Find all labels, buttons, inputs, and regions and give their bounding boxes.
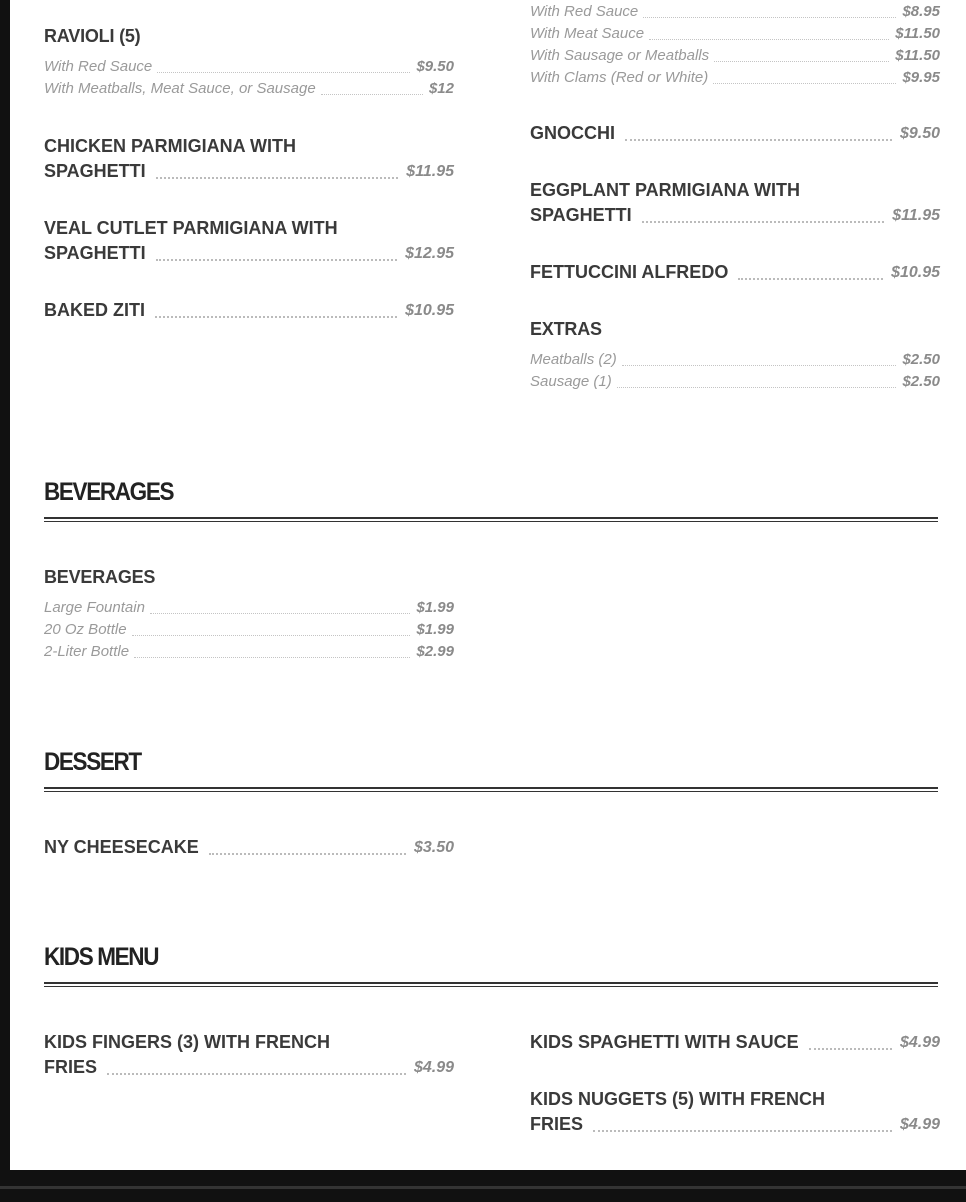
- option-name: With Meatballs, Meat Sauce, or Sausage: [44, 80, 316, 97]
- menu-item-kids-nuggets[interactable]: [530, 1087, 940, 1137]
- item-option[interactable]: [530, 23, 940, 45]
- section-divider: [44, 982, 938, 987]
- dot-leader: [157, 71, 410, 73]
- option-name: With Sausage or Meatballs: [530, 47, 710, 64]
- dot-leader: [156, 176, 399, 179]
- menu-item-kids-fingers[interactable]: [44, 1030, 454, 1080]
- item-title: KIDS NUGGETS (5) WITH FRENCH: [530, 1089, 825, 1109]
- item-option[interactable]: [44, 56, 454, 78]
- item-title: EGGPLANT PARMIGIANA WITH: [530, 180, 800, 200]
- dot-leader: [642, 220, 885, 223]
- dot-leader: [649, 38, 889, 40]
- menu-item-baked-ziti[interactable]: [44, 298, 454, 323]
- option-name: With Meat Sauce: [530, 25, 645, 42]
- dot-leader: [625, 138, 892, 141]
- option-name: Sausage (1): [530, 373, 612, 390]
- option-name: Meatballs (2): [530, 351, 617, 368]
- item-title: KIDS SPAGHETTI WITH SAUCE: [530, 1032, 799, 1052]
- item-option[interactable]: [44, 78, 454, 100]
- menu-item-ravioli[interactable]: [44, 26, 454, 100]
- item-price: $10.95: [405, 302, 454, 319]
- dot-leader: [713, 82, 896, 84]
- item-price: $4.99: [899, 1034, 940, 1051]
- menu-item-ny-cheesecake[interactable]: [44, 835, 454, 860]
- item-option[interactable]: [530, 45, 940, 67]
- menu-item-veal-parmigiana[interactable]: [44, 216, 454, 266]
- item-price: $9.50: [899, 125, 940, 142]
- menu-item-options-continued[interactable]: [530, 1, 940, 89]
- section-divider: [44, 517, 938, 522]
- item-price: $4.99: [413, 1059, 454, 1076]
- item-title: FETTUCCINI ALFREDO: [530, 262, 729, 282]
- option-price: $1.99: [416, 599, 454, 616]
- menu-item-eggplant-parmigiana[interactable]: [530, 178, 940, 228]
- dot-leader: [617, 386, 897, 388]
- dot-leader: [107, 1072, 406, 1075]
- option-price: $12: [428, 80, 454, 97]
- menu-item-beverages[interactable]: [44, 567, 454, 663]
- item-option[interactable]: [530, 67, 940, 89]
- option-name: 20 Oz Bottle: [44, 621, 127, 638]
- item-option[interactable]: [530, 1, 940, 23]
- item-price: $3.50: [413, 839, 454, 856]
- option-name: With Red Sauce: [44, 58, 153, 75]
- bottom-border: [0, 1170, 966, 1202]
- section-divider: [44, 787, 938, 792]
- dot-leader: [622, 364, 897, 366]
- dot-leader: [209, 852, 406, 855]
- item-title: CHICKEN PARMIGIANA WITH: [44, 136, 296, 156]
- dot-leader: [809, 1047, 892, 1050]
- item-option[interactable]: [44, 641, 454, 663]
- option-price: $11.50: [895, 25, 940, 42]
- dot-leader: [643, 16, 896, 18]
- item-title-cont: FRIES: [530, 1114, 584, 1134]
- menu-page: [10, 0, 966, 1170]
- item-price: $10.95: [891, 264, 940, 281]
- item-title: EXTRAS: [530, 319, 602, 339]
- menu-item-kids-spaghetti[interactable]: [530, 1030, 940, 1055]
- section-title-beverages: BEVERAGES: [44, 478, 174, 506]
- dot-leader: [714, 60, 889, 62]
- menu-item-chicken-parmigiana[interactable]: [44, 134, 454, 184]
- dot-leader: [150, 612, 411, 614]
- item-title: GNOCCHI: [530, 123, 615, 143]
- item-option[interactable]: [530, 371, 940, 393]
- menu-item-gnocchi[interactable]: [530, 121, 940, 146]
- dot-leader: [738, 277, 883, 280]
- item-option[interactable]: [44, 597, 454, 619]
- option-price: $9.50: [416, 58, 454, 75]
- option-name: 2-Liter Bottle: [44, 643, 130, 660]
- option-price: $1.99: [416, 621, 454, 638]
- menu-item-fettuccini-alfredo[interactable]: [530, 260, 940, 285]
- item-title-cont: SPAGHETTI: [44, 161, 146, 181]
- item-title: NY CHEESECAKE: [44, 837, 199, 857]
- item-title: RAVIOLI (5): [44, 26, 141, 46]
- dot-leader: [134, 656, 410, 658]
- option-price: $8.95: [902, 3, 940, 20]
- item-price: $11.95: [406, 163, 454, 180]
- option-price: $11.50: [895, 47, 940, 64]
- section-title-dessert: DESSERT: [44, 748, 141, 776]
- menu-item-extras[interactable]: [530, 319, 940, 393]
- option-name: Large Fountain: [44, 599, 145, 616]
- item-price: $11.95: [892, 207, 940, 224]
- dot-leader: [156, 258, 397, 261]
- option-price: $2.50: [902, 351, 940, 368]
- dot-leader: [132, 634, 411, 636]
- option-price: $2.50: [902, 373, 940, 390]
- option-price: $9.95: [902, 69, 940, 86]
- dot-leader: [321, 93, 423, 95]
- item-title-cont: SPAGHETTI: [530, 205, 632, 225]
- dot-leader: [155, 315, 397, 318]
- dot-leader: [593, 1129, 892, 1132]
- item-title-cont: FRIES: [44, 1057, 98, 1077]
- item-option[interactable]: [44, 619, 454, 641]
- option-price: $2.99: [416, 643, 454, 660]
- option-name: With Red Sauce: [530, 3, 639, 20]
- item-title: BAKED ZITI: [44, 300, 145, 320]
- item-title-cont: SPAGHETTI: [44, 243, 146, 263]
- item-title: KIDS FINGERS (3) WITH FRENCH: [44, 1032, 330, 1052]
- option-name: With Clams (Red or White): [530, 69, 709, 86]
- section-title-kids-menu: KIDS MENU: [44, 943, 159, 971]
- item-option[interactable]: [530, 349, 940, 371]
- item-price: $4.99: [899, 1116, 940, 1133]
- item-title: BEVERAGES: [44, 567, 156, 587]
- item-title: VEAL CUTLET PARMIGIANA WITH: [44, 218, 338, 238]
- item-price: $12.95: [405, 245, 454, 262]
